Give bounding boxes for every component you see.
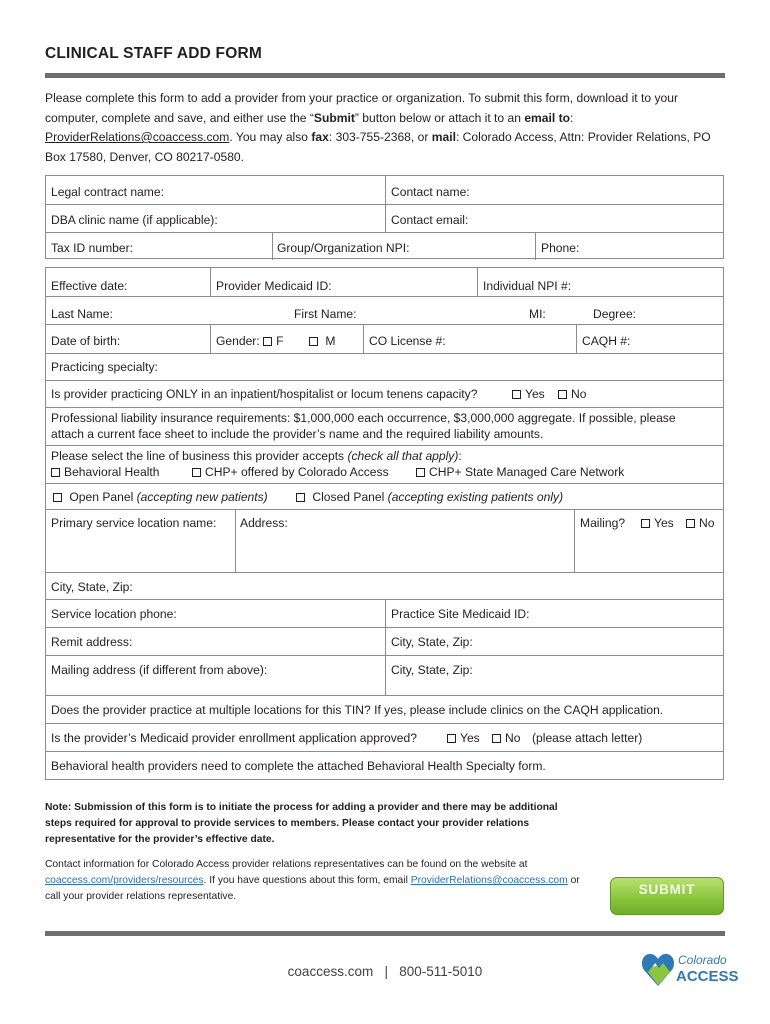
contact-paragraph <box>45 857 585 905</box>
footer-phone: 800-511-5010 <box>399 964 483 979</box>
field-label: Contact name: <box>391 185 470 199</box>
enrollment-no-checkbox[interactable] <box>492 734 501 743</box>
mailing-no-group <box>686 516 714 530</box>
intro-email-to: email to <box>524 110 571 125</box>
field-label: City, State, Zip: <box>391 635 473 649</box>
lob-chp-checkbox[interactable] <box>192 468 201 477</box>
contact-name-field[interactable] <box>385 176 723 204</box>
lob-colon: : <box>458 449 462 463</box>
field-label: Phone: <box>541 241 580 255</box>
lob-bh-checkbox[interactable] <box>51 468 60 477</box>
gender-f-label: F <box>276 334 284 348</box>
field-label: Contact email: <box>391 213 469 227</box>
no-label: No <box>571 387 587 401</box>
title-divider <box>45 73 725 78</box>
field-label: Service location phone: <box>51 607 177 621</box>
inpatient-no-group <box>558 387 586 401</box>
submission-note: Note: Submission of this form is to initiate the process for adding a provider and there may be additional steps required for approval to provide services to members. Please contact your provider relations representative for the provider’s effective date. <box>45 802 558 845</box>
closed-panel-group <box>296 490 563 504</box>
field-label: Gender: <box>216 334 260 348</box>
field-label: DBA clinic name (if applicable): <box>51 213 218 227</box>
field-label: Date of birth: <box>51 334 121 348</box>
liability-text: attach a current face sheet to include the provider’s name and the required liability amounts. <box>51 427 544 441</box>
field-label: Provider Medicaid ID: <box>216 279 332 293</box>
contact-text: or call your provider relations representative. <box>45 875 580 902</box>
table-row <box>46 268 723 296</box>
dba-clinic-name-field[interactable] <box>46 205 385 233</box>
lob-hint: (check all that apply) <box>347 449 459 463</box>
closed-panel-hint: (accepting existing patients only) <box>387 490 564 504</box>
remit-city-state-zip-field[interactable] <box>385 628 723 656</box>
closed-panel-checkbox[interactable] <box>296 493 305 502</box>
bh-note-row <box>46 751 723 781</box>
field-label: First Name: <box>294 307 357 321</box>
intro-mail-label: mail <box>431 130 456 144</box>
lob-question <box>51 449 462 463</box>
city-state-zip-field[interactable] <box>46 572 723 600</box>
enrollment-row <box>46 723 723 752</box>
logo-text-access: ACCESS <box>676 968 739 985</box>
open-panel-label: Open Panel <box>69 490 137 504</box>
inpatient-yes-checkbox[interactable] <box>512 390 521 399</box>
field-label: Tax ID number: <box>51 241 133 255</box>
address-field[interactable] <box>235 510 574 573</box>
inpatient-question: Is provider practicing ONLY in an inpatient/hospitalist or locum tenens capacity? <box>51 387 478 401</box>
attach-letter-text: (please attach letter) <box>532 731 643 745</box>
intro-text: : Colorado Access, Attn: Provider Relations, PO Box 17580, Denver, CO 80217-0580. <box>45 130 711 164</box>
no-label: No <box>505 731 521 745</box>
field-label: Practicing specialty: <box>51 360 158 374</box>
field-label: MI: <box>529 307 546 321</box>
line-of-business-row <box>46 445 723 484</box>
contact-text: Contact information for Colorado Access provider relations representatives can be found on the website at <box>45 859 528 870</box>
lob-chp-label: CHP+ offered by Colorado Access <box>205 465 389 479</box>
field-label: Mailing address (if different from above): <box>51 663 268 677</box>
intro-text: : 303-755-2368, or <box>328 130 432 144</box>
organization-table <box>45 175 724 259</box>
table-row <box>46 324 723 354</box>
intro-email-link[interactable]: ProviderRelations@coaccess.com <box>45 130 230 144</box>
gender-m-checkbox[interactable] <box>309 337 318 346</box>
table-row <box>46 296 723 325</box>
field-label: CO License #: <box>369 334 446 348</box>
intro-text: . You may also <box>229 130 312 144</box>
field-label: Last Name: <box>51 307 113 321</box>
enrollment-yes-checkbox[interactable] <box>447 734 456 743</box>
first-name-field[interactable] <box>289 297 524 325</box>
open-panel-group <box>53 490 268 504</box>
footer-separator: | <box>384 964 388 979</box>
table-row <box>46 232 723 260</box>
intro-submit-word: Submit <box>313 110 355 125</box>
intro-fax-label: fax <box>311 130 329 144</box>
lob-chp-smcn-checkbox[interactable] <box>416 468 425 477</box>
provider-table <box>45 267 724 780</box>
field-label: Legal contract name: <box>51 185 164 199</box>
logo-text-colorado: Colorado <box>678 953 727 967</box>
intro-text: : <box>570 110 574 125</box>
table-row <box>46 627 723 656</box>
field-label: Effective date: <box>51 279 128 293</box>
colorado-access-logo <box>640 946 739 990</box>
remit-address-field[interactable] <box>46 628 385 656</box>
no-label: No <box>699 516 715 530</box>
date-of-birth-field[interactable] <box>46 325 210 354</box>
degree-field[interactable] <box>588 297 723 325</box>
intro-paragraph <box>45 89 725 167</box>
field-label: City, State, Zip: <box>51 580 133 594</box>
field-label: Practice Site Medicaid ID: <box>391 607 530 621</box>
practicing-specialty-field[interactable] <box>46 353 723 381</box>
table-row <box>46 655 723 696</box>
inpatient-no-checkbox[interactable] <box>558 390 567 399</box>
last-name-field[interactable] <box>46 297 289 325</box>
provider-medicaid-id-field[interactable] <box>210 268 477 296</box>
gender-m-label: M <box>325 334 336 348</box>
table-row <box>46 176 723 204</box>
mailing-label: Mailing? <box>580 516 626 530</box>
mi-field[interactable] <box>524 297 588 325</box>
field-label: Individual NPI #: <box>483 279 572 293</box>
footer-website: coaccess.com <box>287 964 374 979</box>
enrollment-question: Is the provider’s Medicaid provider enrollment application approved? <box>51 731 417 745</box>
gender-field <box>210 325 363 354</box>
contact-text: . If you have questions about this form, email <box>203 875 411 886</box>
open-panel-hint: (accepting new patients) <box>136 490 268 504</box>
mailing-no-checkbox[interactable] <box>686 519 695 528</box>
multiple-locations-row <box>46 695 723 724</box>
lob-bh-group <box>51 465 159 479</box>
form-title: CLINICAL STAFF ADD FORM <box>45 45 262 62</box>
resources-link[interactable]: coaccess.com/providers/resources <box>45 875 204 886</box>
panel-row <box>46 483 723 510</box>
gender-label-group <box>216 334 283 348</box>
mailing-yes-group <box>641 516 674 530</box>
table-row <box>46 599 723 628</box>
contact-email-field[interactable] <box>385 205 723 233</box>
mailing-yes-checkbox[interactable] <box>641 519 650 528</box>
mailing-address-field[interactable] <box>46 656 385 696</box>
enrollment-yes-group <box>447 731 480 745</box>
yes-label: Yes <box>654 516 674 530</box>
tax-id-field[interactable] <box>46 233 272 260</box>
inpatient-yes-group <box>512 387 545 401</box>
field-label: City, State, Zip: <box>391 663 473 677</box>
heart-mountain-logo-icon <box>640 946 739 990</box>
legal-contract-name-field[interactable] <box>46 176 385 204</box>
submit-button[interactable]: SUBMIT <box>610 877 724 915</box>
intro-text: Please complete this form to add a provider from your practice or organization. To submit this form, download it to your computer, complete and save, and either use the “ <box>45 91 678 125</box>
lob-chp-group <box>192 465 389 479</box>
mailing-field <box>574 510 723 573</box>
effective-date-field[interactable] <box>46 268 210 296</box>
contact-email-link[interactable]: ProviderRelations@coaccess.com <box>410 875 568 886</box>
field-label: CAQH #: <box>582 334 631 348</box>
footer-divider <box>45 931 725 936</box>
liability-text: Professional liability insurance requirements: $1,000,000 each occurrence, $3,000,000 aggregate. If possible, please <box>51 411 676 425</box>
liability-row <box>46 407 723 446</box>
field-label: Primary service location name: <box>51 516 217 530</box>
site-medicaid-id-field[interactable] <box>385 600 723 628</box>
caqh-field[interactable] <box>576 325 723 354</box>
co-license-field[interactable] <box>363 325 576 354</box>
lob-bh-label: Behavioral Health <box>64 465 160 479</box>
inpatient-question-row <box>46 380 723 408</box>
service-location-phone-field[interactable] <box>46 600 385 628</box>
lob-chp-smcn-group <box>416 465 624 479</box>
mailing-city-state-zip-field[interactable] <box>385 656 723 696</box>
field-label: Remit address: <box>51 635 133 649</box>
table-row <box>46 509 723 573</box>
multiple-locations-text: Does the provider practice at multiple locations for this TIN? If yes, please include clinics on the CAQH application. <box>51 703 664 717</box>
field-label: Group/Organization NPI: <box>277 241 410 255</box>
lob-question-text: Please select the line of business this provider accepts <box>51 449 348 463</box>
closed-panel-label: Closed Panel <box>312 490 388 504</box>
primary-location-field[interactable] <box>46 510 235 573</box>
field-label: Address: <box>240 516 288 530</box>
table-row <box>46 204 723 233</box>
gender-m-group <box>309 334 335 348</box>
group-npi-field[interactable] <box>272 233 535 260</box>
gender-f-checkbox[interactable] <box>263 337 272 346</box>
open-panel-checkbox[interactable] <box>53 493 62 502</box>
enrollment-no-group <box>492 731 520 745</box>
lob-chp-smcn-label: CHP+ State Managed Care Network <box>429 465 625 479</box>
yes-label: Yes <box>525 387 545 401</box>
bh-note-text: Behavioral health providers need to complete the attached Behavioral Health Specialty form. <box>51 759 546 773</box>
individual-npi-field[interactable] <box>477 268 723 296</box>
intro-text: ” button below or attach it to an <box>354 110 525 125</box>
yes-label: Yes <box>460 731 480 745</box>
field-label: Degree: <box>593 307 637 321</box>
phone-field[interactable] <box>535 233 723 260</box>
